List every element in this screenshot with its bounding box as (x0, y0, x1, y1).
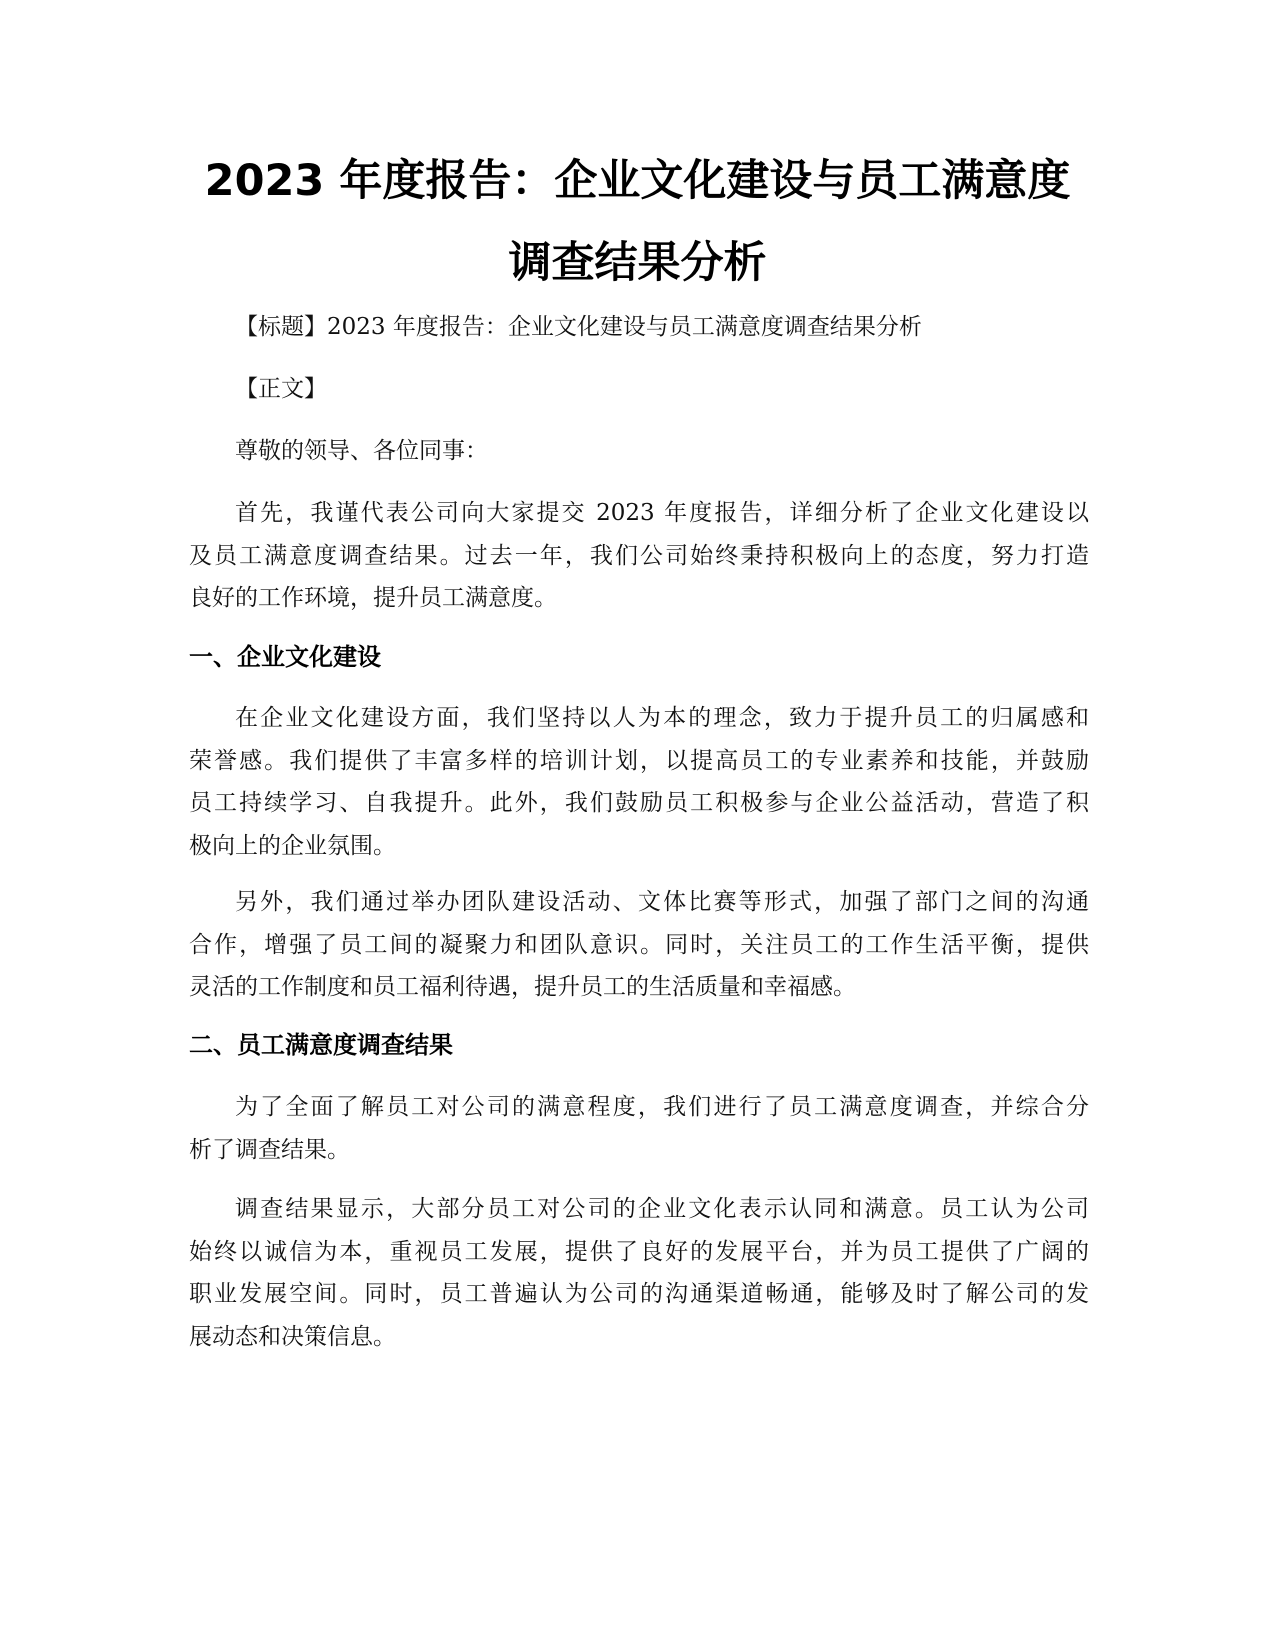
paragraph-line: 析了调查结果。 (189, 1136, 350, 1163)
paragraph-line: 始终以诚信为本，重视员工发展，提供了良好的发展平台，并为员工提供了广阔的 (189, 1238, 1089, 1265)
document-title-line-1: 2023 年度报告：企业文化建设与员工满意度 (204, 156, 1071, 206)
paragraph-line: 合作，增强了员工间的凝聚力和团队意识。同时，关注员工的工作生活平衡，提供 (189, 931, 1089, 958)
section-1-paragraph-1 (189, 697, 1089, 867)
paragraph-line: 为了全面了解员工对公司的满意程度，我们进行了员工满意度调查，并综合分 (235, 1094, 1089, 1120)
section-2-paragraph-2 (189, 1188, 1089, 1358)
section-2-paragraph-1 (189, 1086, 1089, 1171)
paragraph-line: 调查结果显示，大部分员工对公司的企业文化表示认同和满意。员工认为公司 (235, 1196, 1089, 1222)
greeting-line: 尊敬的领导、各位同事： (235, 438, 488, 464)
paragraph-line: 首先，我谨代表公司向大家提交 2023 年度报告，详细分析了企业文化建设以 (235, 500, 1089, 526)
paragraph-line: 另外，我们通过举办团队建设活动、文体比赛等形式，加强了部门之间的沟通 (235, 889, 1089, 915)
section-2-heading: 二、员工满意度调查结果 (189, 1031, 453, 1059)
paragraph-line: 灵活的工作制度和员工福利待遇，提升员工的生活质量和幸福感。 (189, 974, 856, 1000)
paragraph-line: 职业发展空间。同时，员工普遍认为公司的沟通渠道畅通，能够及时了解公司的发 (189, 1281, 1089, 1307)
intro-paragraph (189, 492, 1089, 620)
paragraph-line: 在企业文化建设方面，我们坚持以人为本的理念，致力于提升员工的归属感和 (235, 705, 1089, 731)
paragraph-line: 员工持续学习、自我提升。此外，我们鼓励员工积极参与企业公益活动，营造了积 (189, 790, 1089, 816)
paragraph-line: 荣誉感。我们提供了丰富多样的培训计划，以提高员工的专业素养和技能，并鼓励 (189, 747, 1089, 774)
paragraph-line: 展动态和决策信息。 (189, 1323, 396, 1350)
section-1-paragraph-2 (189, 881, 1089, 1009)
paragraph-line: 良好的工作环境，提升员工满意度。 (189, 585, 557, 611)
paragraph-line: 极向上的企业氛围。 (189, 832, 396, 859)
paragraph-line: 及员工满意度调查结果。过去一年，我们公司始终秉持积极向上的态度，努力打造 (189, 542, 1089, 569)
title-label-line: 【标题】2023 年度报告：企业文化建设与员工满意度调查结果分析 (235, 314, 922, 340)
section-1-heading: 一、企业文化建设 (189, 643, 381, 671)
document-title-line-2: 调查结果分析 (508, 238, 767, 288)
body-label-line: 【正文】 (235, 376, 327, 402)
